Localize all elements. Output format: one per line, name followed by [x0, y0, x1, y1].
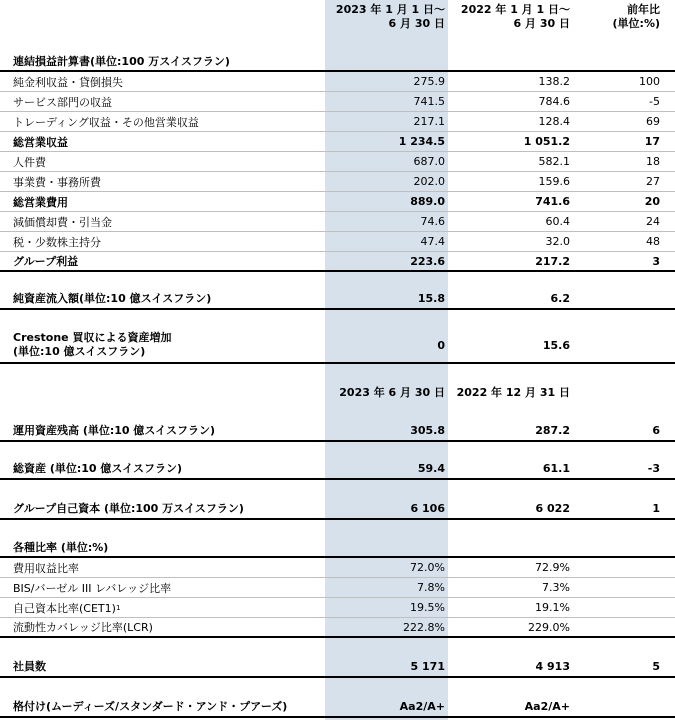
income-row	[0, 132, 675, 152]
income-row	[0, 232, 675, 252]
total-assets-row: 総資産 (単位:10 億スイスフラン) 59.4 61.1 -3	[0, 458, 675, 480]
row-label: 総営業収益	[13, 135, 68, 149]
value-2023: 687.0	[413, 155, 445, 168]
income-row	[0, 152, 675, 172]
income-row	[0, 92, 675, 112]
employees-row: 社員数 5 171 4 913 5	[0, 656, 675, 678]
value-change: 27	[646, 175, 660, 188]
crestone-row: Crestone 買収による資産増加 (単位:10 億スイスフラン) 0 15.6	[0, 328, 675, 364]
value-change: 48	[646, 235, 660, 248]
income-row	[0, 252, 675, 272]
ratio-row: 流動性カバレッジ比率(LCR) 222.8% 229.0%	[0, 618, 675, 638]
ratio-row: 自己資本比率(CET1) 1 19.5% 19.1%	[0, 598, 675, 618]
net-inflow-row: 純資産流入額(単位:10 億スイスフラン) 15.8 6.2	[0, 288, 675, 310]
balance-header: 2023 年 6 月 30 日 2022 年 12 月 31 日	[339, 386, 570, 399]
value-2023: 74.6	[420, 215, 445, 228]
table-header	[0, 0, 675, 34]
header-change: 前年比 (単位:%)	[612, 3, 660, 30]
header-2023: 2023 年 1 月 1 日～ 6 月 30 日	[335, 3, 445, 30]
value-2023: 275.9	[413, 75, 445, 88]
value-change: -5	[649, 95, 660, 108]
row-label: 事業費・事務所費	[13, 175, 101, 189]
value-change: 17	[644, 135, 660, 148]
value-2022: 582.1	[538, 155, 570, 168]
value-2022: 784.6	[538, 95, 570, 108]
equity-row: グループ自己資本 (単位:100 万スイスフラン) 6 106 6 022 1	[0, 498, 675, 520]
row-label: トレーディング収益・その他営業収益	[13, 115, 199, 129]
value-2022: 741.6	[535, 195, 570, 208]
value-2023: 47.4	[420, 235, 445, 248]
footnote-marker: 1	[115, 603, 121, 612]
value-2023: 741.5	[413, 95, 445, 108]
aum-row: 運用資産残高 (単位:10 億スイスフラン) 305.8 287.2 6	[0, 420, 675, 442]
income-row	[0, 172, 675, 192]
rating-row: 格付け(ムーディーズ/スタンダード・アンド・プアーズ) Aa2/A+ Aa2/A+	[0, 696, 675, 718]
header-2022: 2022 年 1 月 1 日～ 6 月 30 日	[460, 3, 570, 30]
value-2023: 223.6	[410, 254, 445, 268]
row-label: 減価償却費・引当金	[13, 215, 112, 229]
income-row	[0, 72, 675, 92]
value-2023: 1 234.5	[398, 135, 445, 148]
income-row	[0, 212, 675, 232]
value-2023: 889.0	[410, 195, 445, 208]
row-label: グループ利益	[13, 255, 79, 268]
income-row	[0, 192, 675, 212]
row-label: 税・少数株主持分	[13, 235, 101, 249]
value-2023: 202.0	[413, 175, 445, 188]
row-label: 人件費	[13, 155, 46, 169]
ratio-row: BIS/バーゼル III レバレッジ比率 7.8% 7.3%	[0, 578, 675, 598]
value-change: 100	[639, 75, 660, 88]
value-2022: 138.2	[538, 75, 570, 88]
value-2022: 1 051.2	[523, 135, 570, 148]
income-row	[0, 112, 675, 132]
ratio-row: 費用収益比率 72.0% 72.9%	[0, 558, 675, 578]
value-2022: 128.4	[538, 115, 570, 128]
value-change: 69	[646, 115, 660, 128]
value-change: 20	[644, 195, 660, 208]
row-label: 純金利収益・貸倒損失	[13, 75, 123, 89]
value-2022: 159.6	[538, 175, 570, 188]
value-2023: 217.1	[413, 115, 445, 128]
value-2022: 60.4	[545, 215, 570, 228]
value-change: 24	[646, 215, 660, 228]
value-2022: 32.0	[545, 235, 570, 248]
value-change: 3	[652, 254, 660, 268]
value-change: 18	[646, 155, 660, 168]
income-section-title: 連結損益計算書(単位:100 万スイスフラン)	[0, 52, 675, 72]
value-2022: 217.2	[535, 254, 570, 268]
row-label: 総営業費用	[13, 195, 68, 209]
ratios-section-title: 各種比率 (単位:%)	[0, 538, 675, 558]
row-label: サービス部門の収益	[13, 95, 112, 109]
